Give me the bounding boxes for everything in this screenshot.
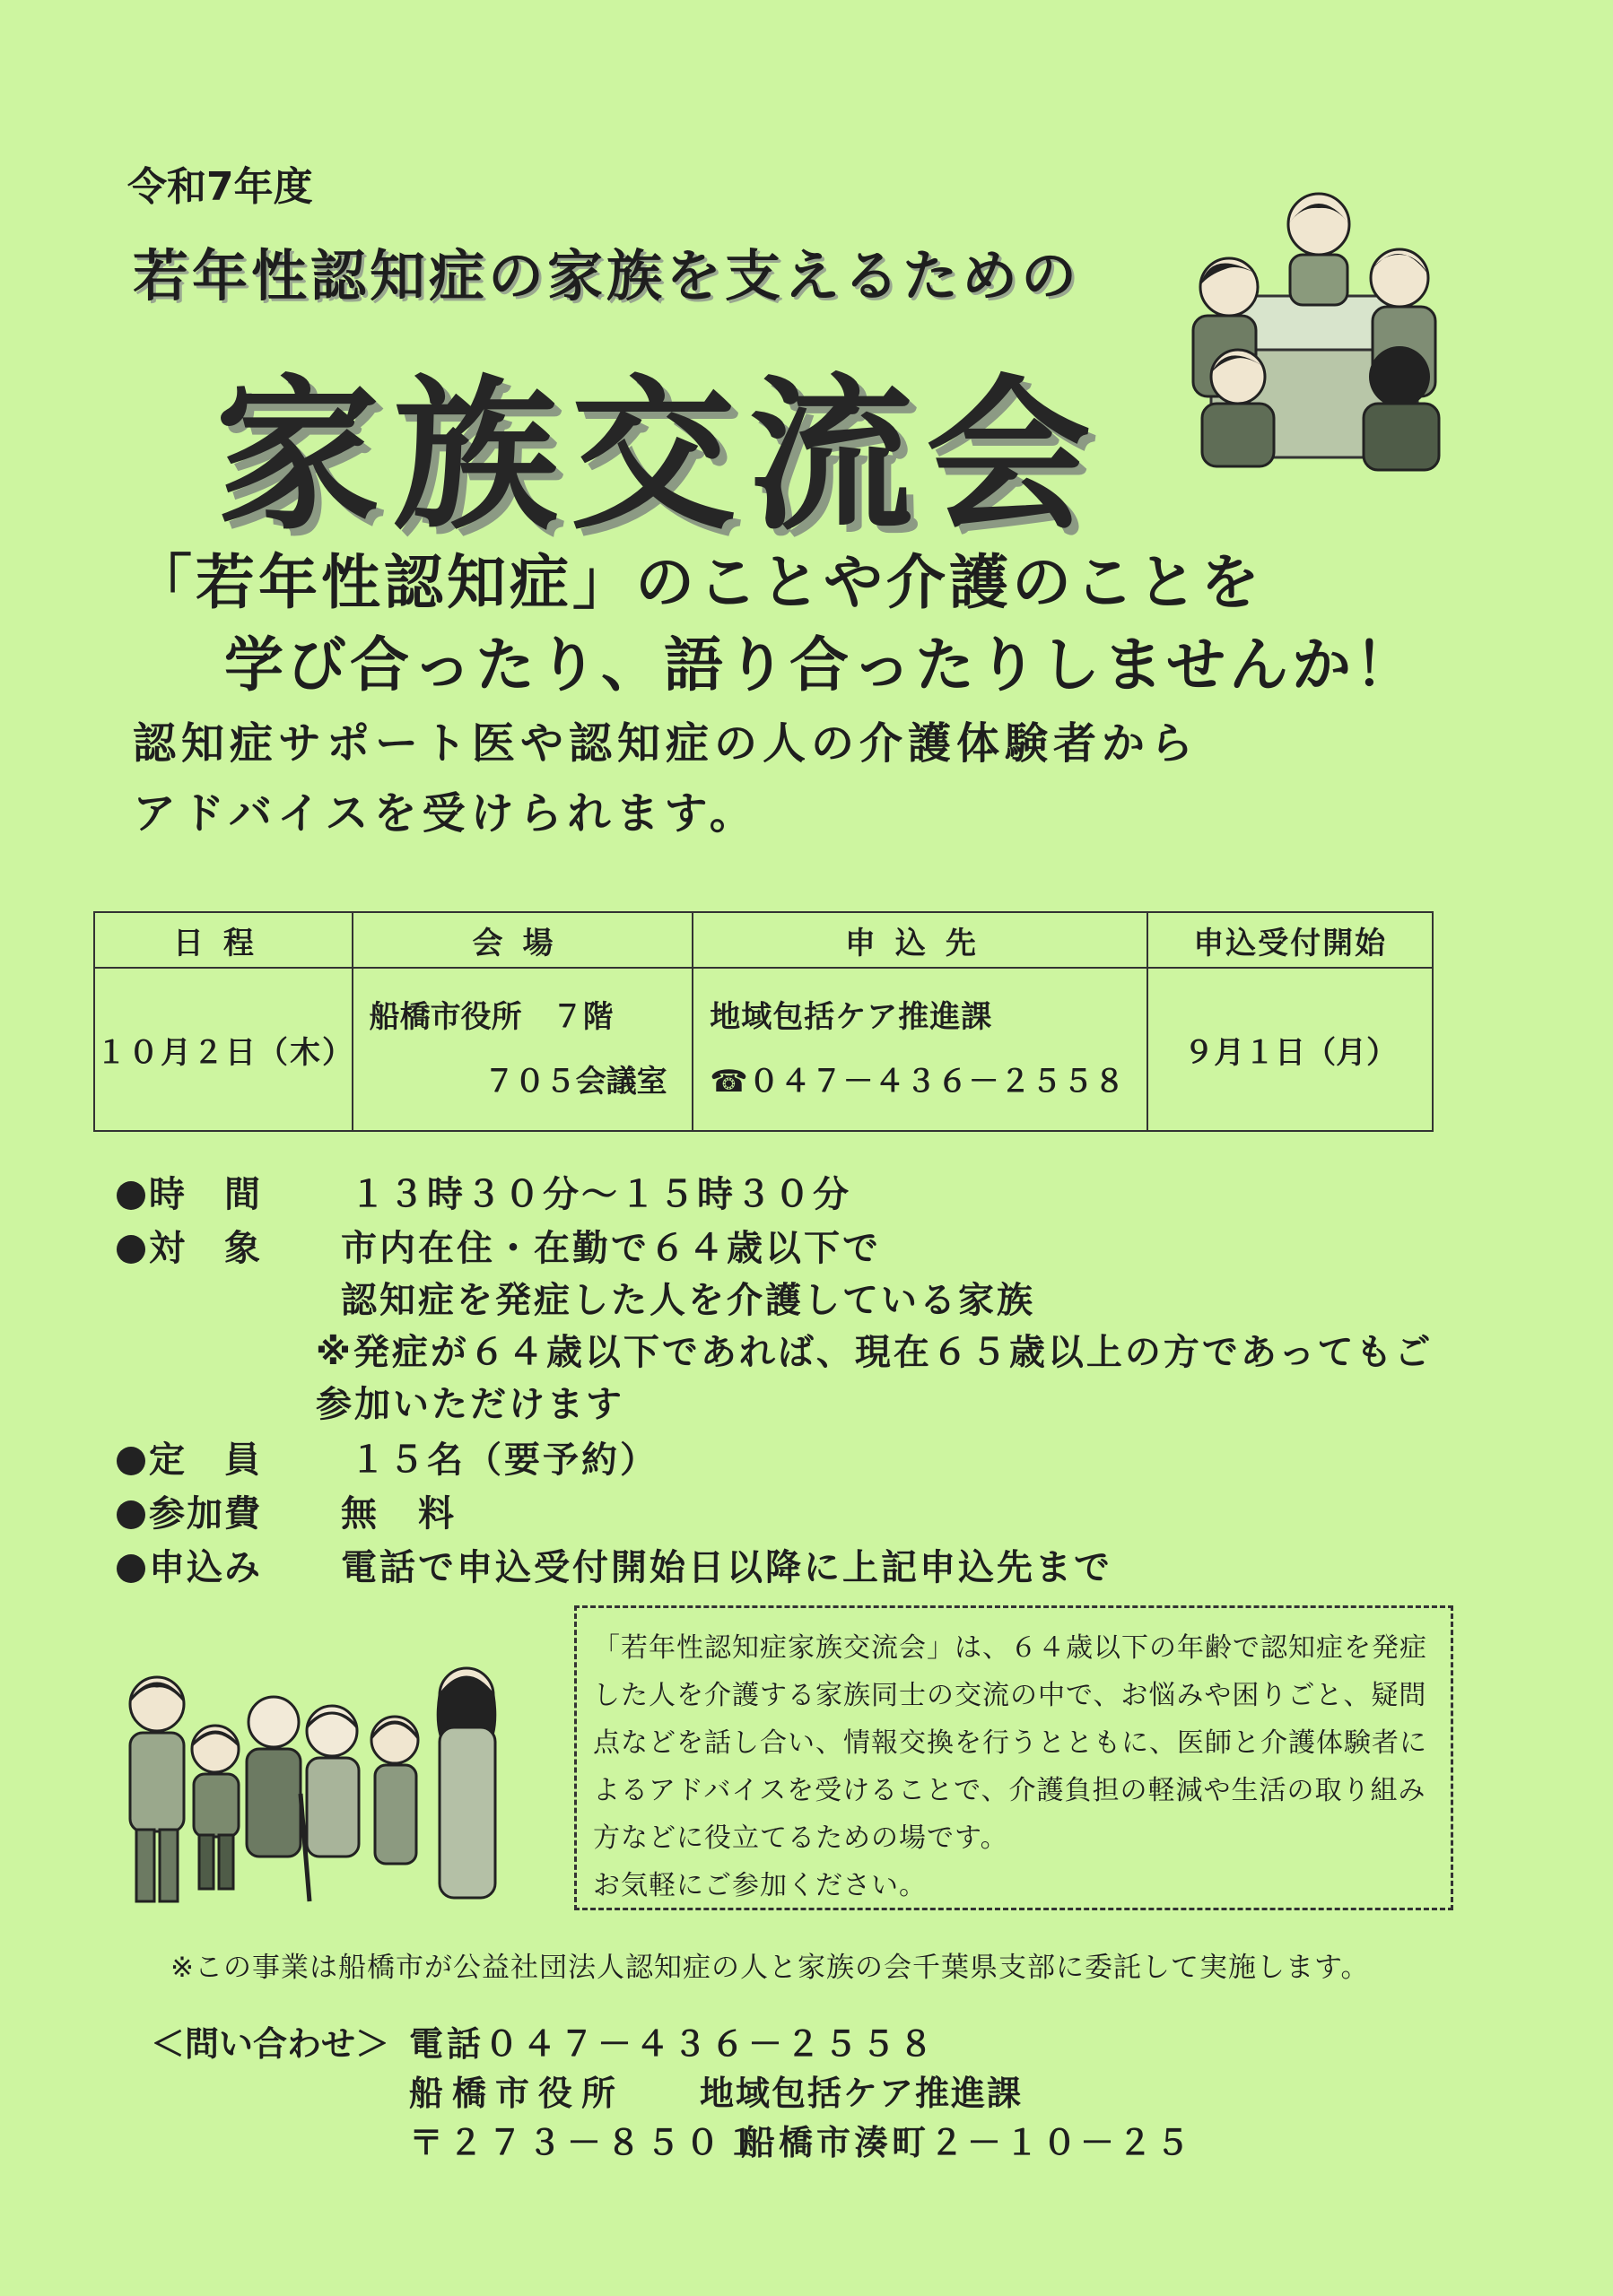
bullet-icon [117,1181,145,1210]
bullet-icon [117,1554,145,1583]
contact-phone: 電話０４７－４３６－２５５８ [409,2024,937,2064]
info-line: 方などに役立てるための場です。 [593,1822,1008,1854]
detail-value: １５名（要予約） [350,1439,658,1481]
lead-line-1: 「若年性認知症」のことや介護のことを [133,548,1263,617]
person-head-right [1371,249,1428,307]
person-head-top [1288,194,1349,255]
fiscal-year: 令和7年度 [127,164,313,210]
lead-line-2: 学び合ったり、語り合ったりしませんか！ [224,631,1417,700]
table-row [94,968,1433,1131]
subtitle: 若年性認知症の家族を支えるための [133,243,1081,309]
info-line: 「若年性認知症家族交流会」は、６４歳以下の年齢で認知症を発症 [593,1632,1427,1664]
cell-contact [693,968,1147,1131]
detail-value: １３時３０分～１５時３０分 [350,1174,851,1215]
detail-note: ※発症が６４歳以下であれば、現在６５歳以上の方であってもご [316,1332,1434,1373]
advice-line-1: 認知症サポート医や認知症の人の介護体験者から [133,718,1199,769]
detail-value: 市内在住・在勤で６４歳以下で [341,1228,881,1269]
contact-address: 船橋市湊町２－１０－２５ [741,2123,1194,2162]
info-line: した人を介護する家族同士の交流の中で、お悩みや困りごと、疑問 [593,1680,1427,1711]
footnote: ※この事業は船橋市が公益社団法人認知症の人と家族の会千葉県支部に委託して実施します。 [170,1952,1370,1984]
contact-postal: 〒２７３－８５０１ [409,2123,765,2162]
venue-line-1: 船橋市役所 ７階 [369,999,614,1035]
detail-label: 参加費 [149,1493,262,1535]
header-contact: 申込先 [693,912,1147,968]
bullet-icon [117,1500,145,1529]
detail-label: 定 員 [149,1439,262,1481]
info-box [574,1605,1453,1910]
detail-label: 申込み [149,1547,262,1588]
table-header-row [94,912,1433,968]
contact-label: ＜問い合わせ＞ [151,2024,390,2064]
cell-date: １０月２日（木） [94,968,353,1131]
contact-dept: 地域包括ケア推進課 [700,2074,1024,2113]
person-head-bottom-right [1369,346,1430,407]
page-title: 家族交流会 [215,361,1104,552]
detail-value: 電話で申込受付開始日以降に上記申込先まで [341,1547,1112,1588]
detail-label: 時 間 [149,1174,262,1215]
detail-value: 認知症を発症した人を介護している家族 [341,1280,1035,1321]
header-start: 申込受付開始 [1147,912,1433,968]
cell-venue [353,968,693,1131]
detail-value: 無 料 [341,1493,457,1535]
advice-line-2: アドバイスを受けられます。 [133,788,758,839]
family-group-illustration [117,1659,538,1910]
info-line: 点などを話し合い、情報交換を行うとともに、医師と介護体験者に [593,1727,1427,1759]
contact-phone: ☎０４７－４３６－２５５８ [710,1064,1126,1100]
detail-label: 対 象 [149,1228,262,1269]
info-line: お気軽にご参加ください。 [593,1870,927,1901]
info-line: よるアドバイスを受けることで、介護負担の軽減や生活の取り組み [593,1775,1426,1806]
cell-start-date: ９月１日（月） [1147,968,1433,1131]
detail-note: 参加いただけます [316,1384,624,1425]
header-venue: 会場 [353,912,693,968]
bullet-icon [117,1447,145,1475]
header-date: 日程 [94,912,353,968]
bullet-icon [117,1235,145,1264]
people-meeting-illustration [1175,188,1444,475]
venue-line-2: ７０５会議室 [484,1064,667,1100]
contact-dept: 地域包括ケア推進課 [710,999,993,1035]
schedule-table [93,911,1434,1132]
contact-office: 船橋市役所 [409,2074,625,2113]
